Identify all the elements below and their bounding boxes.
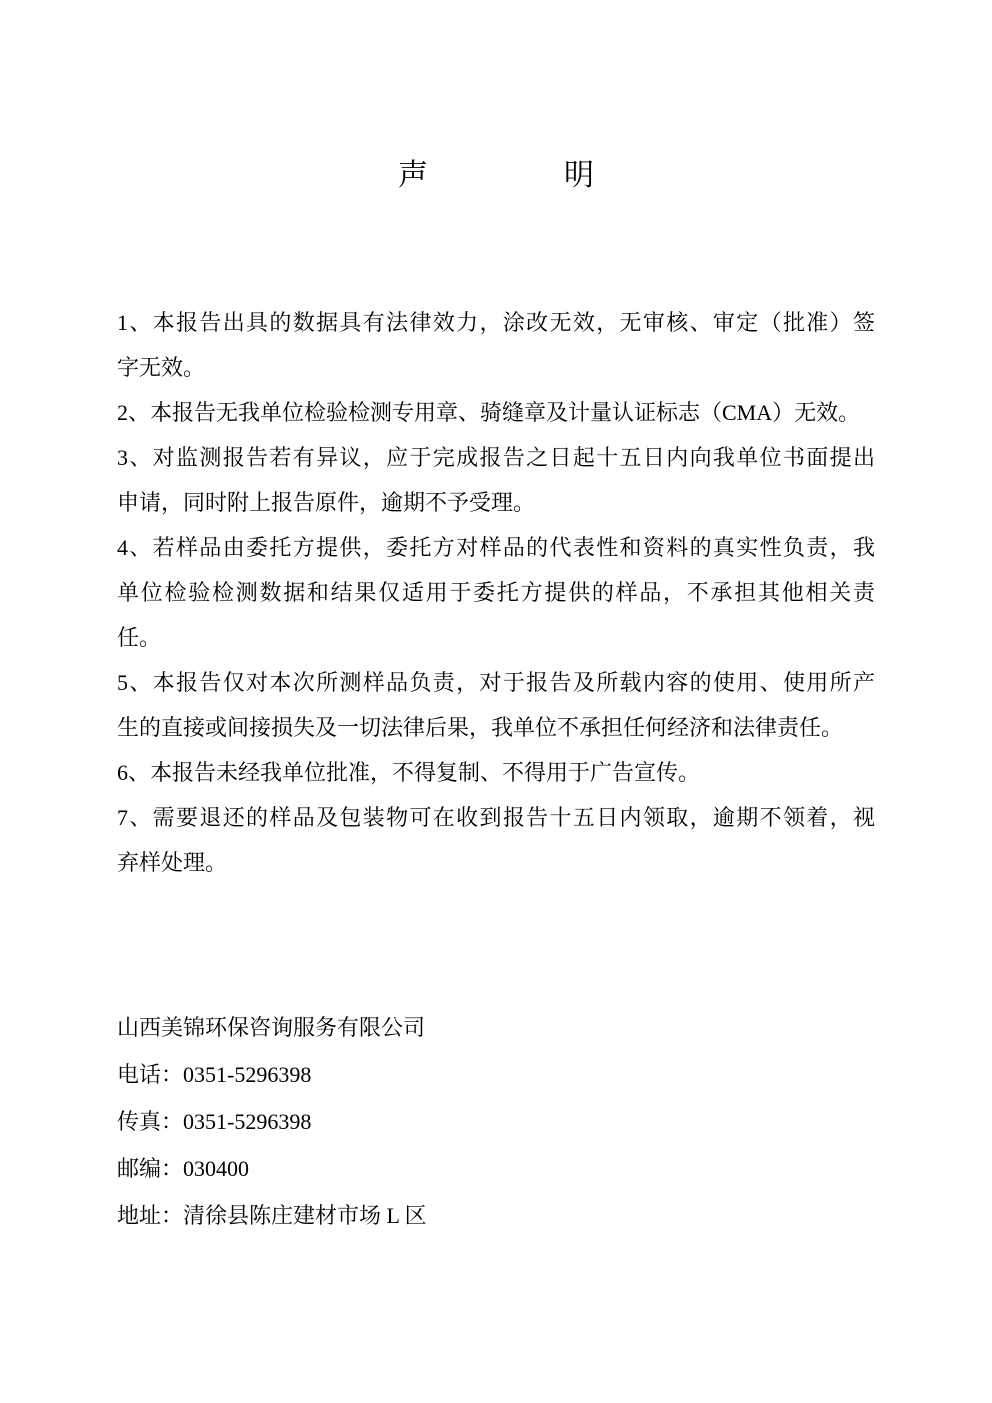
statement-line: 1、本报告出具的数据具有法律效力，涂改无效，无审核、审定（批准）签	[117, 310, 875, 335]
statement-line: 2、本报告无我单位检验检测专用章、骑缝章及计量认证标志（CMA）无效。	[117, 400, 861, 425]
statement-line: 3、对监测报告若有异议，应于完成报告之日起十五日内向我单位书面提出	[117, 445, 875, 470]
statement-line: 6、本报告未经我单位批准，不得复制、不得用于广告宣传。	[117, 760, 701, 785]
company-info-block	[117, 1004, 875, 1239]
postal-code-label: 邮编：	[117, 1156, 184, 1181]
phone-value: 0351-5296398	[183, 1062, 312, 1087]
address-label: 地址：	[117, 1203, 184, 1228]
statement-line: 单位检验检测数据和结果仅适用于委托方提供的样品，不承担其他相关责	[117, 580, 875, 605]
statement-line: 任。	[117, 625, 162, 650]
statement-line: 7、需要退还的样品及包装物可在收到报告十五日内领取，逾期不领着，视	[117, 805, 875, 830]
fax-label: 传真：	[117, 1109, 184, 1134]
statement-item-1	[117, 300, 875, 390]
statement-item-6	[117, 750, 875, 795]
statement-item-5	[117, 660, 875, 750]
title-char-right: 明	[564, 159, 594, 192]
fax-value: 0351-5296398	[183, 1109, 312, 1134]
fax-line	[117, 1098, 875, 1145]
statement-line: 生的直接或间接损失及一切法律后果，我单位不承担任何经济和法律责任。	[117, 715, 844, 740]
statement-line: 4、若样品由委托方提供，委托方对样品的代表性和资料的真实性负责，我	[117, 535, 875, 560]
statement-line: 申请，同时附上报告原件，逾期不予受理。	[117, 490, 536, 515]
statement-line: 字无效。	[117, 355, 206, 380]
postal-code-line	[117, 1145, 875, 1192]
title-char-left: 声	[398, 159, 428, 192]
statement-item-7	[117, 795, 875, 885]
statement-line: 弃样处理。	[117, 850, 228, 875]
page-title	[0, 155, 992, 197]
statement-body	[117, 300, 875, 885]
statement-line: 5、本报告仅对本次所测样品负责，对于报告及所载内容的使用、使用所产	[117, 670, 875, 695]
statement-item-2	[117, 390, 875, 435]
postal-code-value: 030400	[183, 1156, 250, 1181]
address-value: 清徐县陈庄建材市场 L 区	[183, 1203, 427, 1228]
phone-line	[117, 1051, 875, 1098]
statement-item-4	[117, 525, 875, 660]
address-line	[117, 1192, 875, 1239]
company-name: 山西美锦环保咨询服务有限公司	[117, 1015, 426, 1040]
statement-item-3	[117, 435, 875, 525]
phone-label: 电话：	[117, 1062, 184, 1087]
